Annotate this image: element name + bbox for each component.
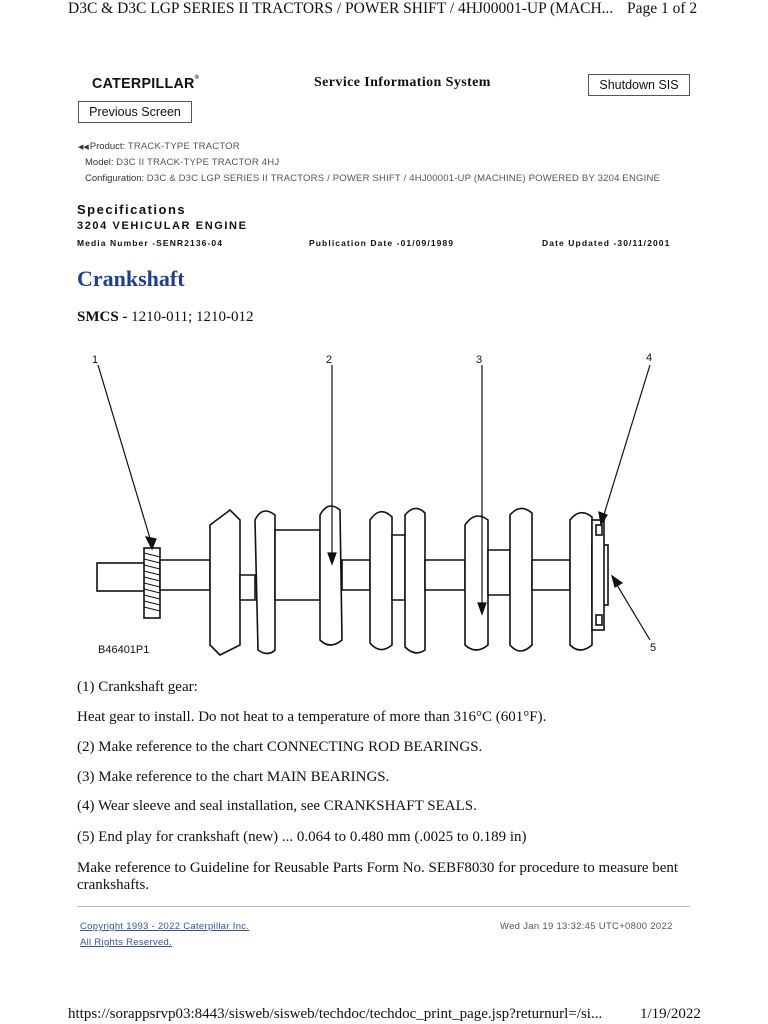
callout-5: 5 bbox=[650, 642, 657, 654]
model-row bbox=[85, 157, 279, 168]
product-row bbox=[78, 141, 240, 152]
callout-4: 4 bbox=[646, 352, 653, 364]
paragraph-5: (4) Wear sleeve and seal installation, see CRANKSHAFT SEALS. bbox=[77, 798, 477, 814]
rights-link[interactable]: All Rights Reserved. bbox=[80, 937, 173, 948]
paragraph-3: (2) Make reference to the chart CONNECTING ROD BEARINGS. bbox=[77, 739, 483, 755]
paragraph-7: Make reference to Guideline for Reusable Parts Form No. SEBF8030 for procedure to measure bent crankshafts. bbox=[77, 860, 679, 893]
configuration-value: D3C & D3C LGP SERIES II TRACTORS / POWER SHIFT / 4HJ00001-UP (MACHINE) POWERED BY 3204 ENGINE bbox=[146, 173, 661, 184]
paragraph-4: (3) Make reference to the chart MAIN BEARINGS. bbox=[77, 769, 390, 785]
model-label: Model: bbox=[85, 157, 114, 168]
previous-screen-button[interactable]: Previous Screen bbox=[78, 101, 192, 123]
product-value: TRACK-TYPE TRACTOR bbox=[127, 141, 240, 152]
print-footer-date: 1/19/2022 bbox=[640, 1006, 701, 1022]
figure-id: B46401P1 bbox=[98, 644, 150, 656]
paragraph-6: (5) End play for crankshaft (new) ... 0.064 to 0.480 mm (.0025 to 0.189 in) bbox=[77, 829, 527, 845]
publication-date: Publication Date -01/09/1989 bbox=[309, 238, 455, 248]
print-header-page: Page 1 of 2 bbox=[627, 0, 698, 17]
article-title: Crankshaft bbox=[77, 266, 185, 291]
crankshaft-diagram bbox=[80, 345, 690, 660]
specifications-heading: Specifications bbox=[77, 202, 187, 217]
footer-divider bbox=[77, 906, 690, 907]
shutdown-sis-button[interactable]: Shutdown SIS bbox=[588, 74, 690, 96]
shaft-nose bbox=[97, 563, 147, 591]
product-label: Product: bbox=[89, 141, 126, 152]
callout-1: 1 bbox=[92, 354, 99, 366]
media-number: Media Number -SENR2136-04 bbox=[77, 238, 224, 248]
copyright-link[interactable]: Copyright 1993 - 2022 Caterpillar Inc. bbox=[80, 921, 250, 932]
callout-2: 2 bbox=[326, 354, 333, 366]
caterpillar-logo: CATERPILLAR® bbox=[92, 75, 200, 92]
smcs-codes: SMCS - 1210-011; 1210-012 bbox=[77, 309, 254, 325]
paragraph-2: Heat gear to install. Do not heat to a temperature of more than 316°C (601°F). bbox=[77, 709, 547, 725]
print-footer-url: https://sorappsrvp03:8443/sisweb/sisweb/techdoc/techdoc_print_page.jsp?returnurl=/si... bbox=[68, 1006, 603, 1022]
paragraph-1: (1) Crankshaft gear: bbox=[77, 679, 198, 695]
expand-arrow-icon[interactable]: ◀◀ bbox=[78, 144, 89, 151]
callout-3: 3 bbox=[476, 354, 483, 366]
print-header-title: D3C & D3C LGP SERIES II TRACTORS / POWER SHIFT / 4HJ00001-UP (MACH... bbox=[68, 0, 614, 17]
timestamp: Wed Jan 19 13:32:45 UTC+0800 2022 bbox=[500, 921, 673, 932]
configuration-row bbox=[85, 173, 660, 184]
rear-flange bbox=[592, 520, 604, 630]
configuration-label: Configuration: bbox=[85, 173, 145, 184]
sis-title: Service Information System bbox=[314, 75, 491, 90]
model-value: D3C II TRACK-TYPE TRACTOR 4HJ bbox=[116, 157, 280, 168]
engine-title: 3204 VEHICULAR ENGINE bbox=[77, 220, 248, 232]
date-updated: Date Updated -30/11/2001 bbox=[542, 238, 671, 248]
